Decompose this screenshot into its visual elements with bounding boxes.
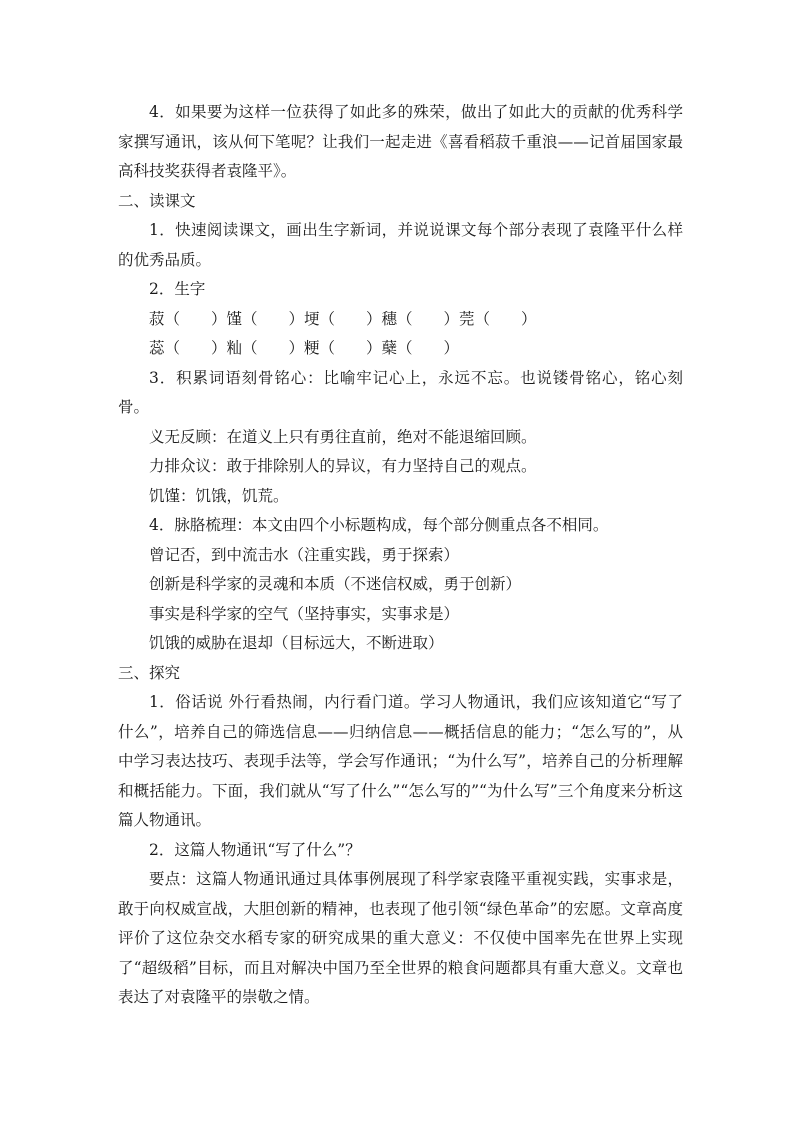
subtitle-1: 曾记否，到中流击水（注重实践，勇于探索） [149,545,460,564]
section-heading-explore: 三、探究 [118,663,181,682]
paragraph-explore-2: 2．这篇人物通讯“写了什么”？ [149,840,361,859]
paragraph-key-points: 要点：这篇人物通讯通过具体事例展现了科学家袁隆平重视实践，实事求是，敢于向权威宣战，大胆创新的精神，也表现了他引领“绿色革命”的宏愿。文章高度评价了这位杂交水稻专家的研究成果的重大意义：不仅使中国率先在世界上实现了“超级稻”目标，而且对解决中国乃至全世界的粮食问题都具有重大意义。文章也表达了对袁隆平的崇敬之情。 [118,870,683,1006]
vocab-jijin: 饥馑：饥饿，饥荒。 [149,486,289,505]
paragraph-fast-reading: 1．快速阅读课文，画出生字新词，并说说课文每个部分表现了袁隆平什么样的优秀品质。 [118,221,683,269]
vocab-yiwufangu: 义无反顾：在道义上只有勇往直前，绝对不能退缩回顾。 [149,427,537,446]
subtitle-3: 事实是科学家的空气（坚持事实，实事求是） [149,604,460,623]
paragraph-vocabulary: 3．积累词语刻骨铭心：比喻牢记心上，永远不忘。也说镂骨铭心，铭心刻骨。 [118,368,683,416]
paragraph-explore-1: 1．俗话说 外行看热闹，内行看门道。学习人物通讯，我们应该知道它“写了什么”，培养自己的筛选信息——归纳信息——概括信息的能力；“怎么写的”，从中学习表达技巧、表现手法等，学会写作通讯；“为什么写”，培养自己的分析理解和概括能力。下面，我们就从“写了什么”“怎么写的”“为什么写”三个角度来分析这篇人物通讯。 [118,693,683,829]
paragraph-structure: 4．脉胳梳理：本文由四个小标题构成，每个部分侧重点各不相同。 [149,516,609,534]
paragraph-intro-question: 4．如果要为这样一位获得了如此多的殊荣，做出了如此大的贡献的优秀科学家撰写通讯，该从何下笔呢？让我们一起走进《喜看稻菽千重浪——记首届国家最高科技奖获得者袁隆平》。 [118,103,683,180]
new-characters-row-2: 蕊（ ）籼（ ）粳（ ）蘖（ ） [149,339,460,357]
paragraph-new-characters-title: 2．生字 [149,280,206,298]
vocab-lipaizhongyi: 力排众议：敢于排除别人的异议，有力坚持自己的观点。 [149,457,537,475]
document-page [118,98,683,1013]
new-characters-row-1: 菽（ ）馑（ ）埂（ ）穗（ ）莞（ ） [149,309,537,328]
section-heading-read-text: 二、读课文 [118,191,196,210]
subtitle-2: 创新是科学家的灵魂和本质（不迷信权威，勇于创新） [149,575,522,593]
subtitle-4: 饥饿的威胁在退却（目标远大，不断进取） [149,634,444,652]
